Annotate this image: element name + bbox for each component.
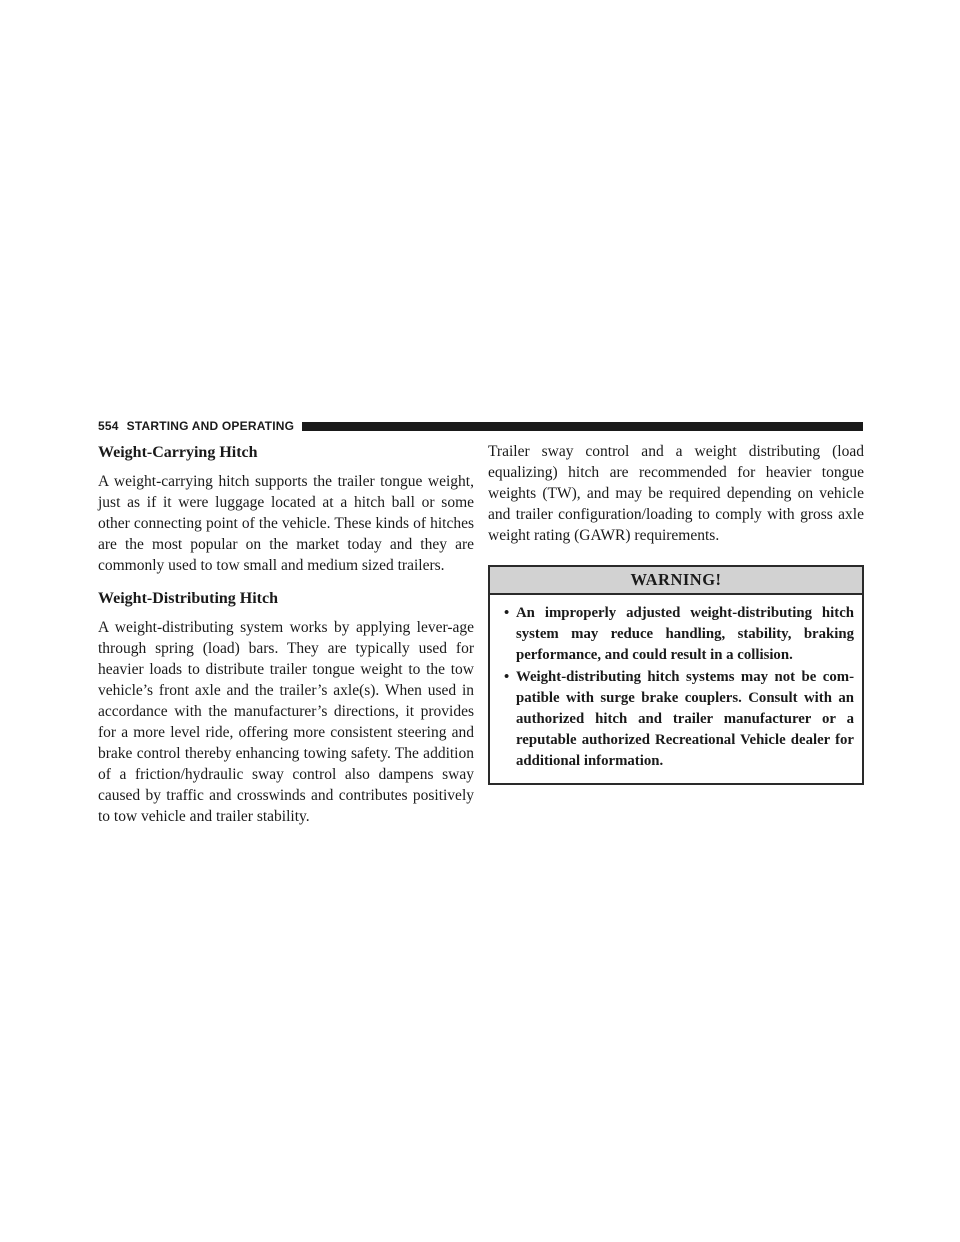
- header-rule: [302, 422, 863, 431]
- right-column: [488, 441, 864, 785]
- section-title: STARTING AND OPERATING: [126, 419, 295, 433]
- warning-item-text: An improperly adjusted weight-distributing hitch system may reduce handling, stability, braking performance, and could result in a collision.: [516, 605, 854, 663]
- warning-item: [504, 667, 854, 772]
- bullet-icon: •: [504, 605, 510, 621]
- paragraph-trailer-sway: Trailer sway control and a weight distributing (load equalizing) hitch are recommended for heavier tongue weights (TW), and may be required depending on vehicle and trailer configuration/loading to comply with gross axle weight rating (GAWR) requirements.: [488, 443, 864, 544]
- warning-box: [488, 565, 864, 785]
- heading-weight-distributing-hitch: Weight-Distributing Hitch: [98, 590, 279, 607]
- heading-weight-carrying-hitch: Weight-Carrying Hitch: [98, 444, 258, 461]
- paragraph-weight-distributing: A weight-distributing system works by applying lever-age through spring (load) bars. They are typically used for heavier loads to distribute trailer tongue weight to the tow vehicle’s front axle and the trailer’s axle(s). When used in accordance with the manufacturer’s directions, it provides for a more level ride, offering more consistent steering and brake control thereby enhancing towing safety. The addition of a friction/hydraulic sway control also dampens sway caused by traffic and crosswinds and contributes positively to tow vehicle and trailer stability.: [98, 619, 474, 825]
- paragraph-weight-carrying: A weight-carrying hitch supports the trailer tongue weight, just as if it were luggage located at a hitch ball or some other connecting point of the vehicle. These kinds of hitches are the most popular on the market today and they are commonly used to tow small and medium sized trailers.: [98, 473, 474, 574]
- warning-item-text: Weight-distributing hitch systems may not be com-patible with surge brake couplers. Consult with an authorized hitch and trailer manufacturer or a reputable authorized Recreational Vehicle dealer for additional information.: [516, 669, 854, 769]
- warning-body: [490, 595, 862, 783]
- page-number: 554: [98, 419, 119, 433]
- page-header: [98, 419, 863, 433]
- warning-item: [504, 603, 854, 666]
- warning-title: WARNING!: [490, 567, 862, 595]
- bullet-icon: •: [504, 669, 510, 685]
- left-column: [98, 441, 474, 838]
